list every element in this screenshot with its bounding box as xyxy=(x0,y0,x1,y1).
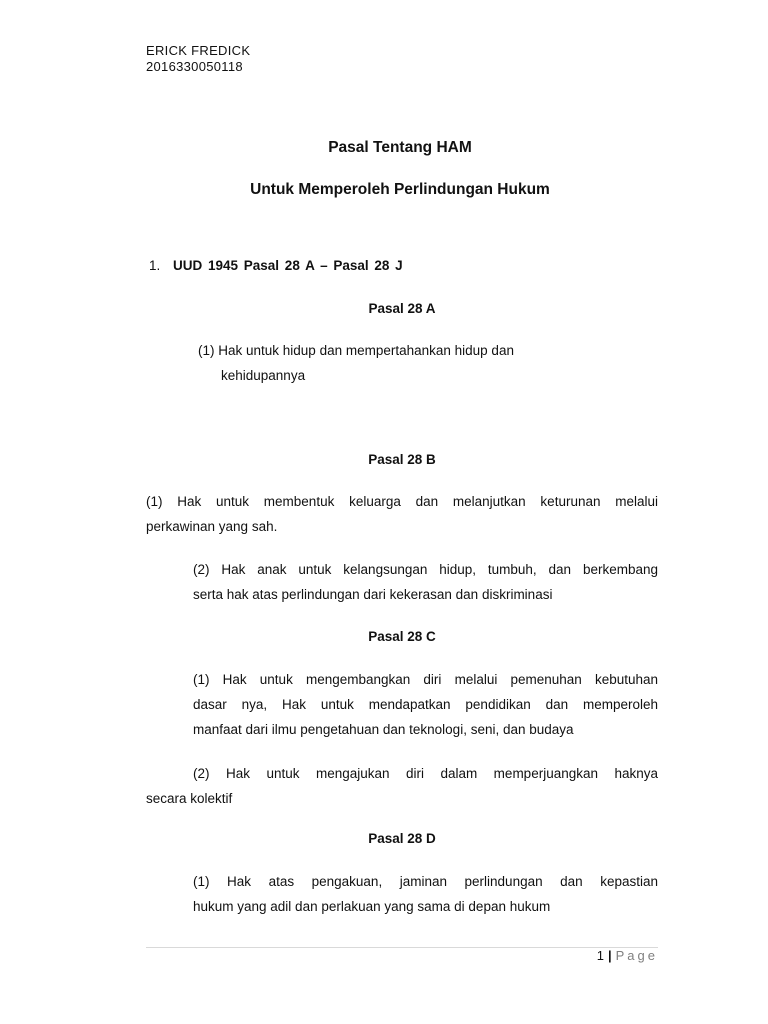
paragraph-28c-1 xyxy=(193,667,658,742)
page-footer xyxy=(597,948,658,963)
paragraph-line: serta hak atas perlindungan dari kekerasan dan diskriminasi xyxy=(193,587,553,602)
list-item-text: UUD 1945 Pasal 28 A – Pasal 28 J xyxy=(173,258,403,273)
paragraph-line: dasar nya, Hak untuk mendapatkan pendidikan dan memperoleh xyxy=(193,697,658,712)
section-heading-28a: Pasal 28 A xyxy=(368,301,436,316)
paragraph-line: manfaat dari ilmu pengetahuan dan teknologi, seni, dan budaya xyxy=(193,722,574,737)
section-heading-28c: Pasal 28 C xyxy=(368,629,436,644)
paragraph-line: kehidupannya xyxy=(221,368,306,383)
author-id: 2016330050118 xyxy=(146,59,243,74)
list-item-number: 1. xyxy=(149,258,161,273)
section-heading-28d: Pasal 28 D xyxy=(368,831,436,846)
paragraph-line: secara kolektif xyxy=(146,791,233,806)
paragraph-28b-2 xyxy=(193,557,658,607)
footer-separator: | xyxy=(607,948,612,963)
paragraph-28b-1 xyxy=(146,489,658,539)
document-subtitle: Untuk Memperoleh Perlindungan Hukum xyxy=(250,181,550,198)
paragraph-line: hukum yang adil dan perlakuan yang sama di depan hukum xyxy=(193,899,551,914)
paragraph-line: (2) Hak untuk mengajukan diri dalam memperjuangkan haknya xyxy=(193,766,658,781)
section-heading-28b: Pasal 28 B xyxy=(368,452,436,467)
paragraph-line: (1) Hak untuk mengembangkan diri melalui pemenuhan kebutuhan xyxy=(193,672,658,687)
page-label: Page xyxy=(615,948,658,963)
paragraph-28a-1 xyxy=(198,338,598,388)
paragraph-line: perkawinan yang sah. xyxy=(146,519,278,534)
paragraph-line: (2) Hak anak untuk kelangsungan hidup, tumbuh, dan berkembang xyxy=(193,562,658,577)
author-name: ERICK FREDICK xyxy=(146,43,251,58)
paragraph-line: (1) Hak atas pengakuan, jaminan perlindungan dan kepastian xyxy=(193,874,658,889)
document-title: Pasal Tentang HAM xyxy=(328,139,472,156)
paragraph-28c-2 xyxy=(146,761,658,811)
paragraph-28d-1 xyxy=(193,869,658,919)
page-number: 1 xyxy=(596,948,604,963)
paragraph-line: (1) Hak untuk membentuk keluarga dan melanjutkan keturunan melalui xyxy=(146,494,658,509)
footer-divider xyxy=(146,947,658,948)
paragraph-line: (1) Hak untuk hidup dan mempertahankan hidup dan xyxy=(198,343,514,358)
